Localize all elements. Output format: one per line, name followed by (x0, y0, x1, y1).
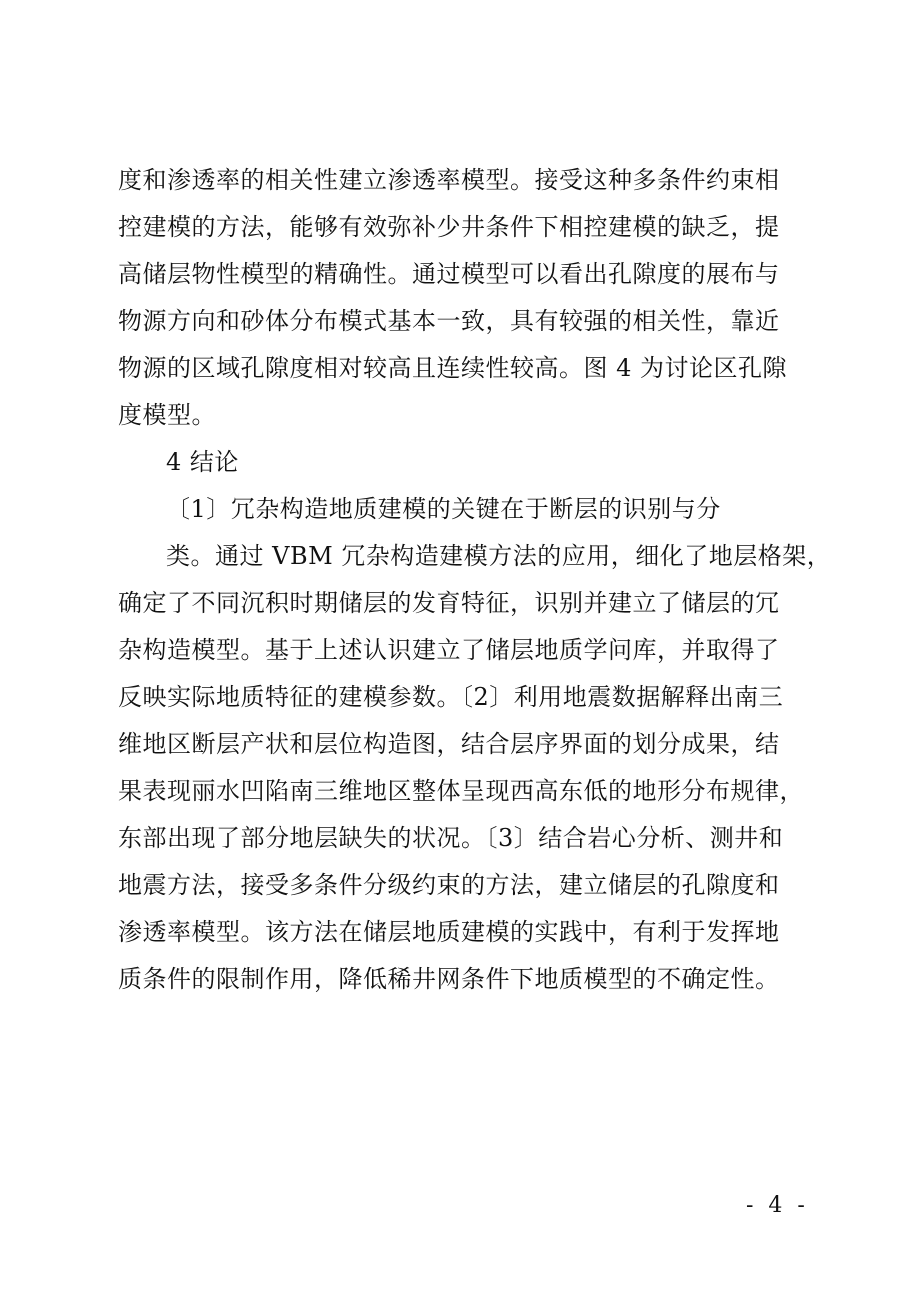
document-body (118, 157, 832, 1003)
text-line: 类。通过 VBM 冗杂构造建模方法的应用，细化了地层格架， (166, 542, 832, 570)
text-line: 杂构造模型。基于上述认识建立了储层地质学问库，并取得了 (118, 636, 780, 664)
text-line: 度模型。 (118, 401, 216, 429)
text-line: 控建模的方法，能够有效弥补少井条件下相控建模的缺乏，提 (118, 213, 780, 241)
text-line: 地震方法，接受多条件分级约束的方法，建立储层的孔隙度和 (118, 871, 780, 899)
text-line: 〔1〕冗杂构造地质建模的关键在于断层的识别与分 (166, 495, 721, 523)
text-line: 渗透率模型。该方法在储层地质建模的实践中，有利于发挥地 (118, 918, 780, 946)
text-line: 物源方向和砂体分布模式基本一致，具有较强的相关性，靠近 (118, 307, 780, 335)
text-line: 反映实际地质特征的建模参数。〔2〕利用地震数据解释出南三 (118, 683, 784, 711)
text-line: 质条件的限制作用，降低稀井网条件下地质模型的不确定性。 (118, 965, 780, 993)
text-line: 果表现丽水凹陷南三维地区整体呈现西高东低的地形分布规律， (118, 777, 804, 805)
text-line: 维地区断层产状和层位构造图，结合层序界面的划分成果，结 (118, 730, 780, 758)
text-line: 高储层物性模型的精确性。通过模型可以看出孔隙度的展布与 (118, 260, 780, 288)
page-number: - 4 - (746, 1193, 809, 1218)
text-line: 物源的区域孔隙度相对较高且连续性较高。图 4 为讨论区孔隙 (118, 354, 788, 382)
text-line: 确定了不同沉积时期储层的发育特征，识别并建立了储层的冗 (118, 589, 780, 617)
text-line: 东部出现了部分地层缺失的状况。〔3〕结合岩心分析、测井和 (118, 824, 784, 852)
section-heading: 4 结论 (166, 448, 239, 476)
text-line: 度和渗透率的相关性建立渗透率模型。接受这种多条件约束相 (118, 166, 780, 194)
